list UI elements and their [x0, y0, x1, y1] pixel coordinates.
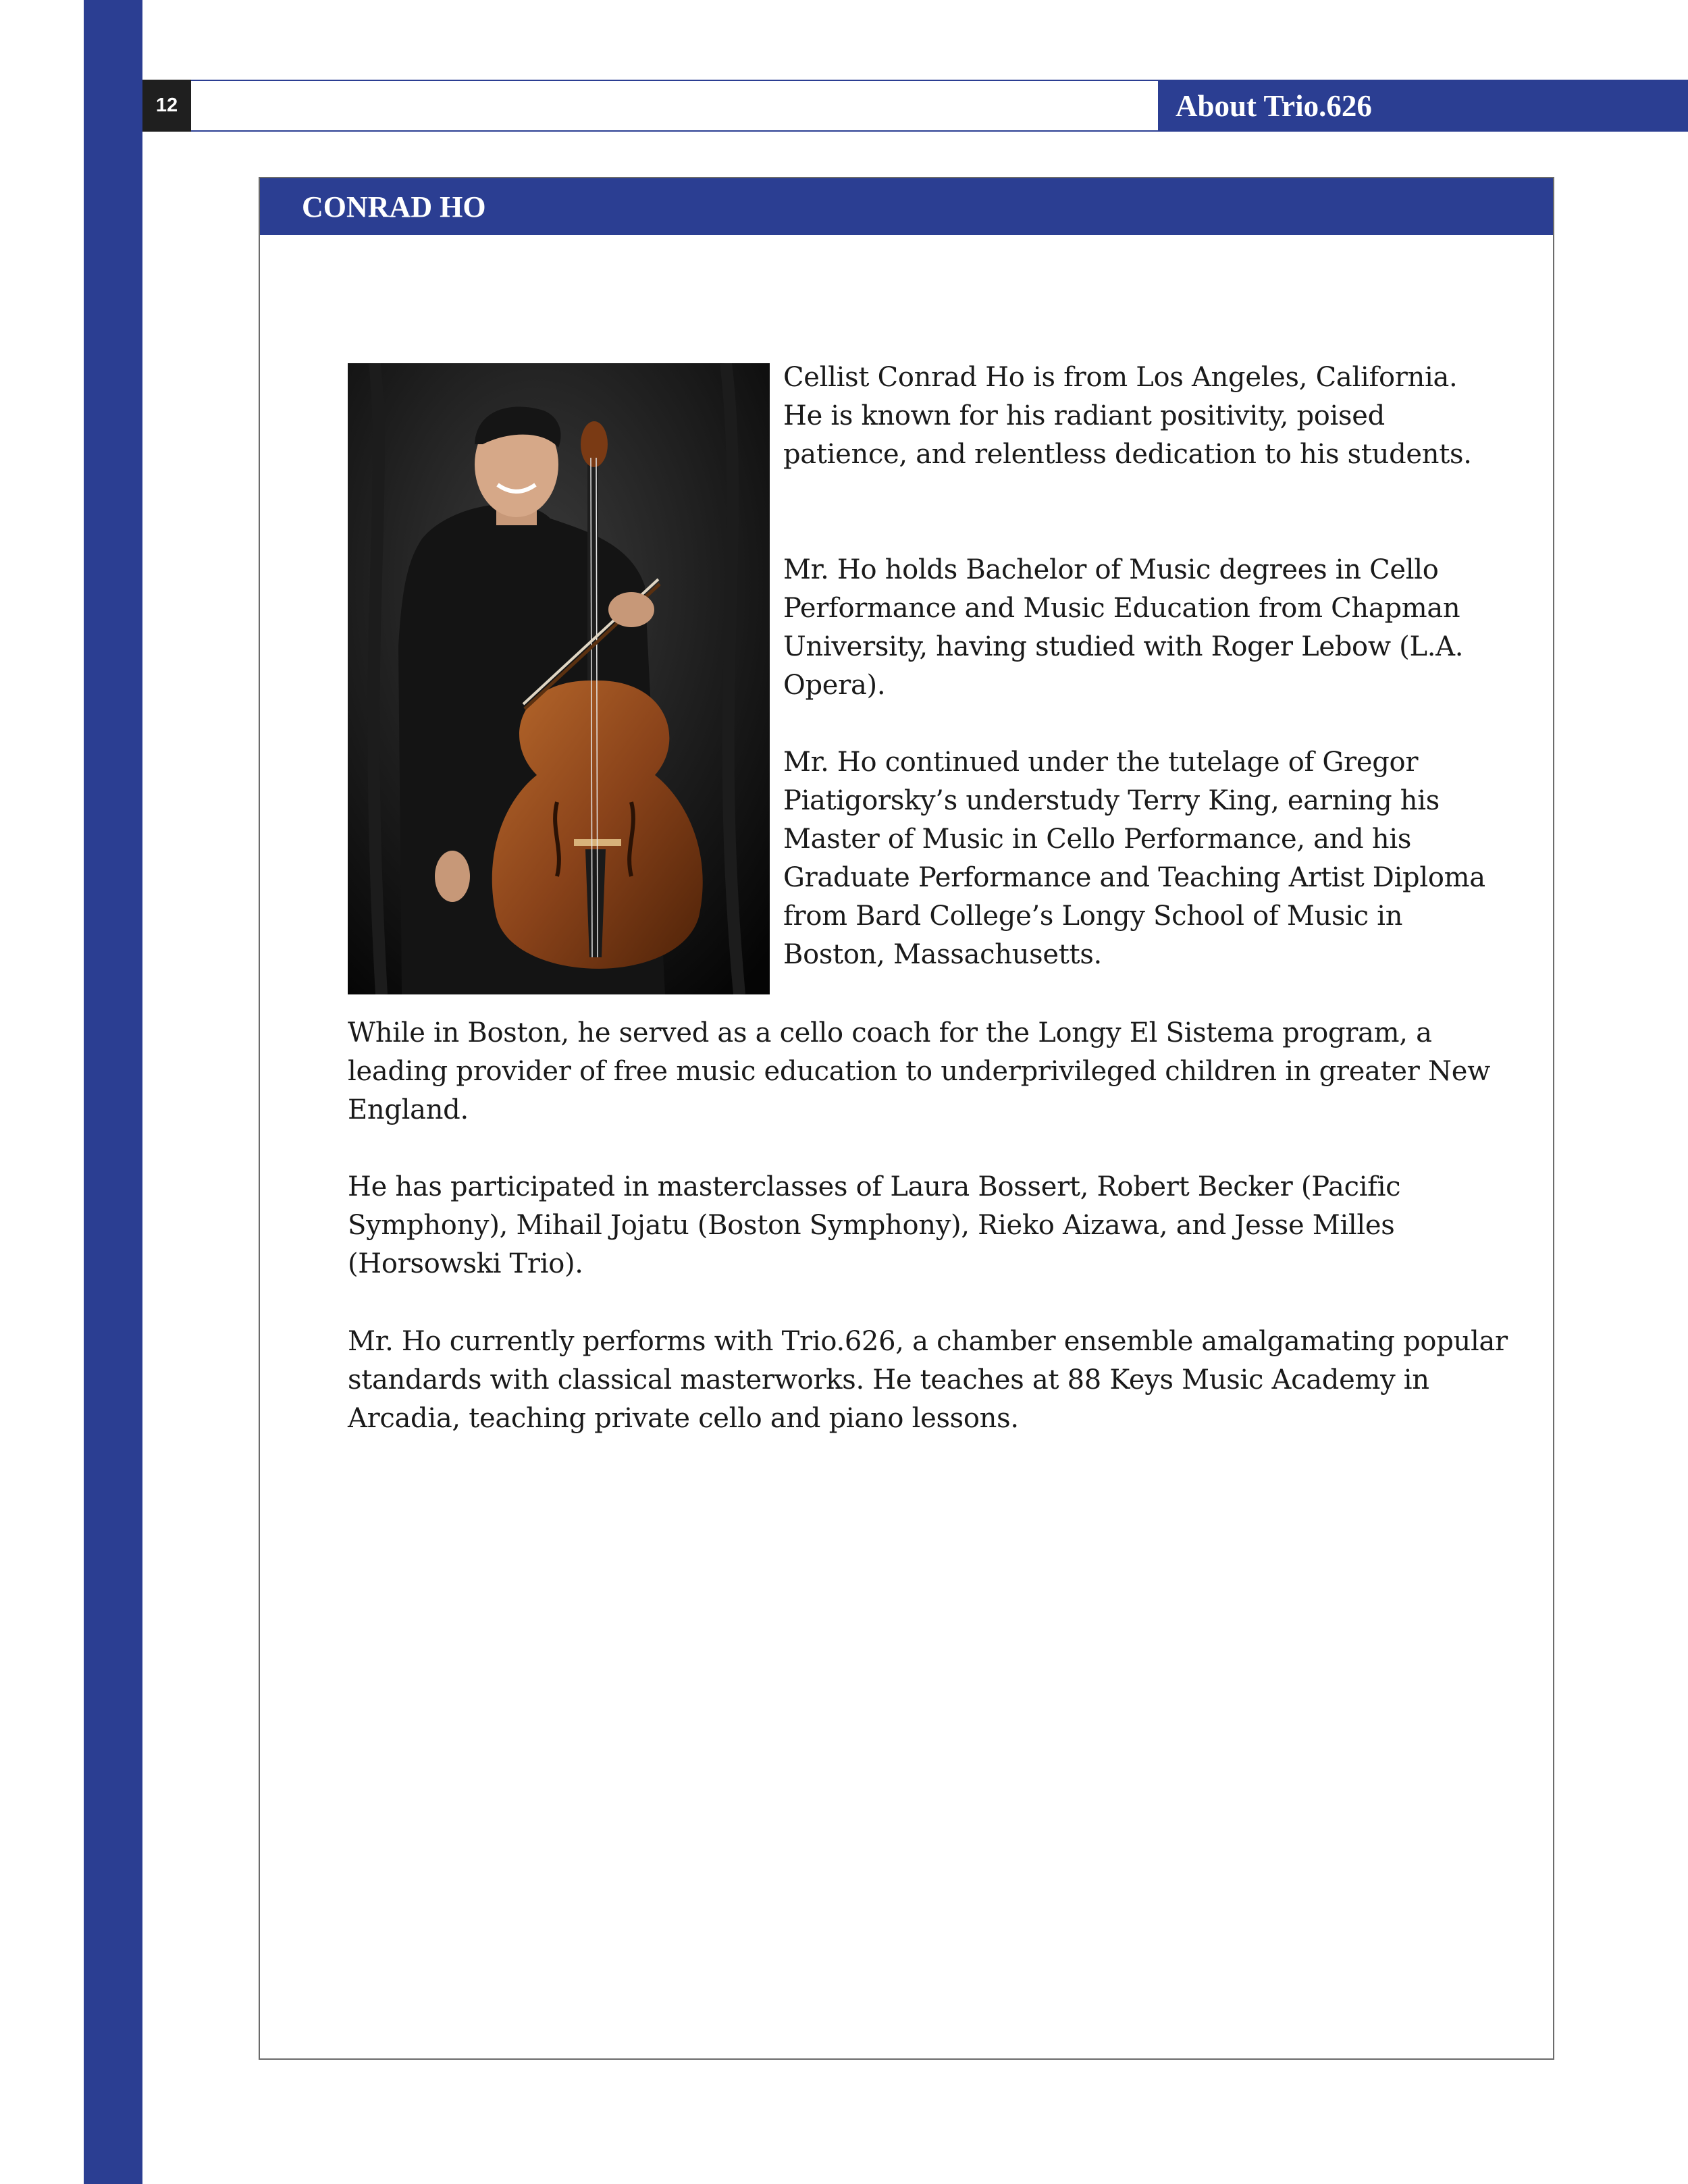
page-number: 12: [142, 80, 191, 132]
bio-paragraph: While in Boston, he served as a cello coach for the Longy El Sistema program, a leading provider of free music education to underprivileged children in greater New England.: [348, 1017, 1491, 1125]
bio-paragraph: Cellist Conrad Ho is from Los Angeles, California. He is known for his radiant positivity, poised patience, and relentless dedication to his students.: [783, 362, 1472, 470]
bio-paragraph: Mr. Ho holds Bachelor of Music degrees in Cello Performance and Music Education from Chapman University, having studied with Roger Lebow (L.A. Opera).: [783, 554, 1464, 701]
header-rule: [191, 80, 1158, 132]
section-title: CONRAD HO: [260, 178, 1553, 235]
left-margin-bar: [84, 0, 142, 2184]
bio-paragraph: Mr. Ho continued under the tutelage of Gregor Piatigorsky’s understudy Terry King, earning his Master of Music in Cello Performance, and his Graduate Performance and Teaching Artist Diploma from Bard College’s Longy School of Music in Boston, Massachusetts.: [783, 747, 1485, 970]
bio-paragraph: He has participated in masterclasses of Laura Bossert, Robert Becker (Pacific Symphony), Mihail Jojatu (Boston Symphony), Rieko Aizawa, and Jesse Milles (Horsowski Trio).: [348, 1171, 1401, 1279]
bio-paragraph: Mr. Ho currently performs with Trio.626, a chamber ensemble amalgamating popular standards with classical masterworks. He teaches at 88 Keys Music Academy in Arcadia, teaching private cello and piano lessons.: [348, 1326, 1508, 1434]
running-head: About Trio.626: [1158, 80, 1688, 132]
portrait-photo-cellist-icon: [348, 363, 770, 994]
